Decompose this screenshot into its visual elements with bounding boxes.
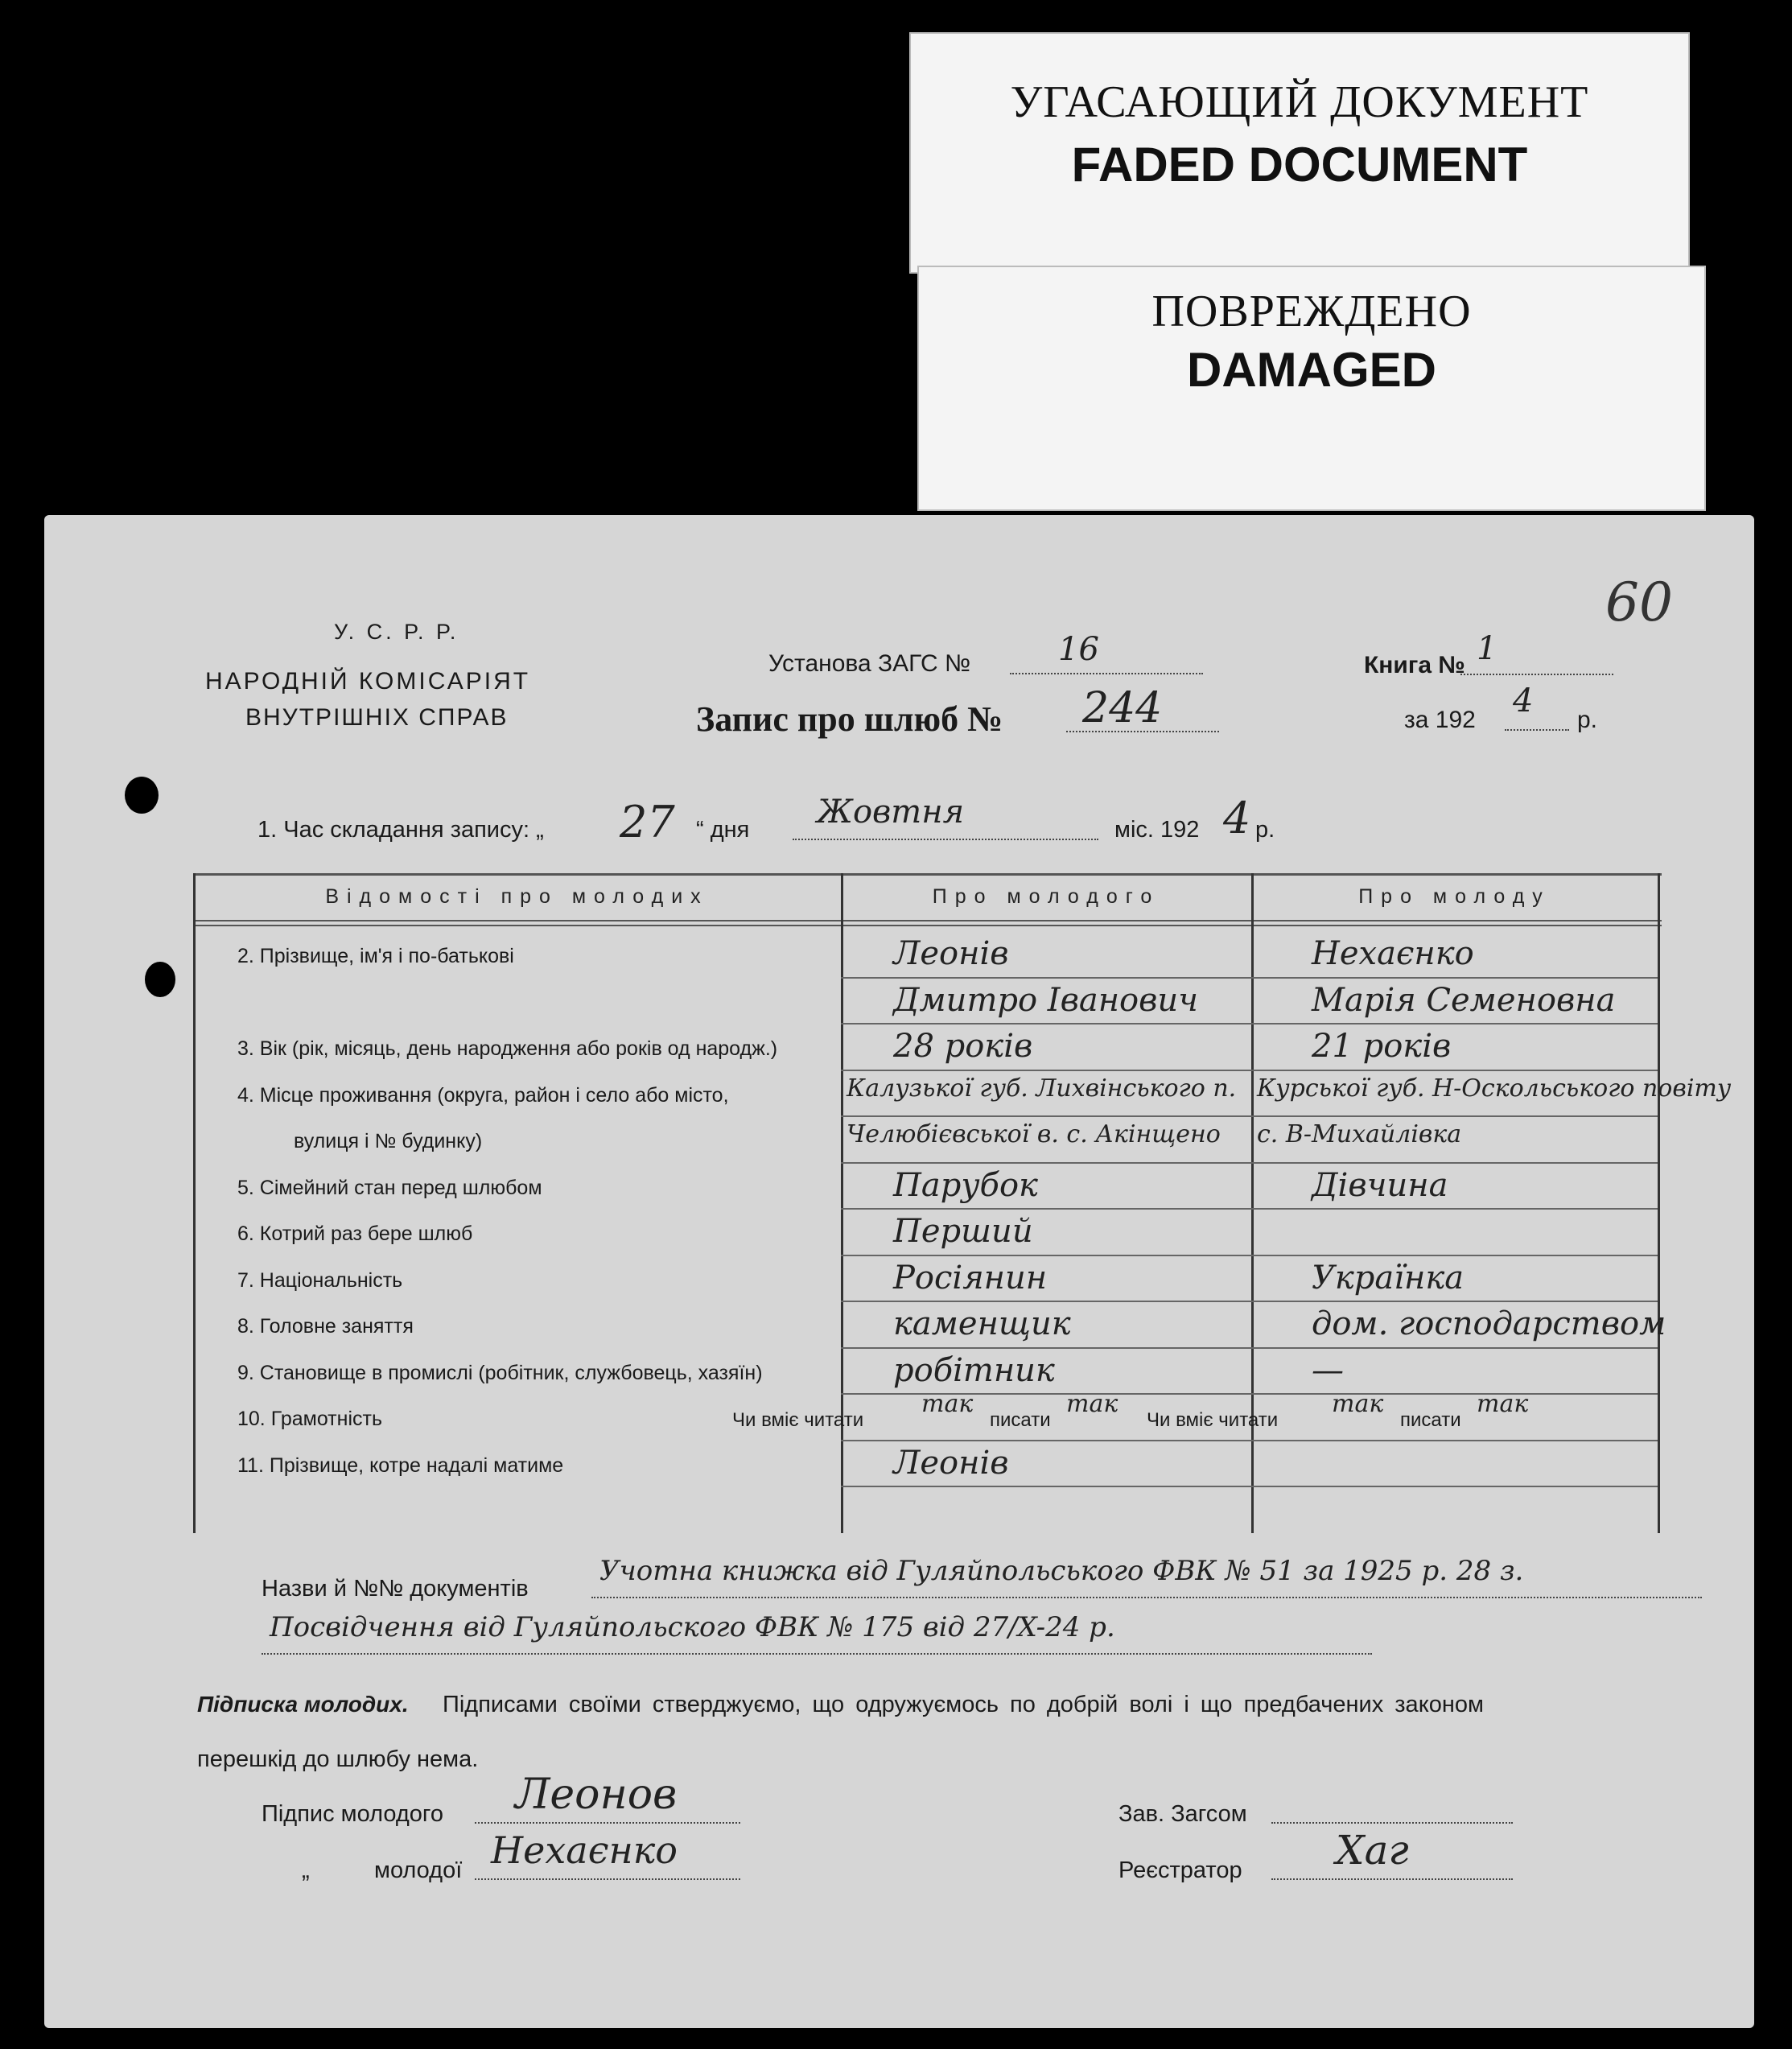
registrar-signature: Хаг bbox=[1336, 1827, 1409, 1874]
groom-signature: Леонов bbox=[515, 1771, 678, 1819]
bride-value: — bbox=[1312, 1351, 1344, 1389]
record-month-field bbox=[793, 794, 1098, 840]
groom-write-label: писати bbox=[990, 1409, 1051, 1431]
binder-hole bbox=[125, 777, 159, 814]
row-label: 9. Становище в промислі (робітник, службовець, хазяїн) bbox=[237, 1361, 763, 1384]
damaged-stamp-ru: ПОВРЕЖДЕНО bbox=[1151, 287, 1472, 336]
row-label: 4. Місце проживання (округа, район і село або місто, bbox=[237, 1083, 729, 1107]
groom-signature-label: Підпис молодого bbox=[262, 1801, 443, 1827]
bride-read-value: так bbox=[1332, 1390, 1384, 1418]
ussr-label: У. С. Р. Р. bbox=[334, 620, 459, 644]
groom-value: 28 років bbox=[893, 1028, 1033, 1065]
table-row-line bbox=[841, 1162, 1658, 1164]
zags-number: 16 bbox=[1058, 631, 1099, 668]
bride-value: Українка bbox=[1312, 1259, 1464, 1297]
year-field bbox=[1505, 682, 1569, 731]
bride-signature-prefix: „ bbox=[302, 1857, 310, 1883]
record-month-label: міс. 192 bbox=[1114, 817, 1200, 843]
bride-value: с. В-Михайлівка bbox=[1257, 1120, 1462, 1148]
year-value: 4 bbox=[1513, 682, 1534, 719]
faded-document-stamp bbox=[909, 32, 1690, 274]
statement-text-1: Підписами своїми стверджуємо, що одружуємось по добрій волі і що предбачених законом bbox=[443, 1692, 1484, 1717]
groom-value: робітник bbox=[893, 1351, 1055, 1389]
groom-value: Дмитро Іванович bbox=[893, 981, 1199, 1019]
details-table bbox=[193, 873, 1732, 1533]
record-number: 244 bbox=[1082, 684, 1163, 732]
faded-stamp-ru: УГАСАЮЩИЙ ДОКУМЕНТ bbox=[1010, 77, 1589, 127]
year-suffix: р. bbox=[1577, 707, 1598, 733]
groom-value: Калузької губ. Лихвінського п. bbox=[847, 1074, 1237, 1103]
groom-value: Челюбієвської в. с. Акінщено bbox=[847, 1120, 1221, 1148]
table-row-line bbox=[841, 1255, 1658, 1256]
row-label: 3. Вік (рік, місяць, день народження або років од народж.) bbox=[237, 1037, 778, 1060]
commissariat-subtitle: ВНУТРІШНІХ СПРАВ bbox=[245, 704, 509, 731]
documents-line-2 bbox=[262, 1611, 1372, 1655]
groom-value: Леонів bbox=[893, 935, 1009, 972]
bride-read-label: Чи вміє читати bbox=[1147, 1409, 1279, 1431]
bride-value: 21 років bbox=[1312, 1028, 1452, 1065]
documents-label: Назви й №№ документів bbox=[262, 1576, 529, 1602]
registrar-field bbox=[1271, 1827, 1513, 1880]
table-row-line bbox=[841, 1440, 1658, 1441]
book-label: Книга № bbox=[1364, 652, 1465, 678]
groom-value: Леонів bbox=[893, 1444, 1009, 1482]
table-row-line bbox=[841, 1023, 1658, 1024]
bride-value: дом. господарством bbox=[1312, 1305, 1666, 1342]
bride-signature: Нехаєнко bbox=[491, 1828, 678, 1872]
documents-value-2: Посвідчення від Гуляйпольского ФВК № 175 від 27/X-24 р. bbox=[270, 1611, 1115, 1643]
table-row-line bbox=[841, 1070, 1658, 1071]
table-header-info: Відомості про молодих bbox=[325, 885, 709, 908]
damaged-stamp bbox=[917, 266, 1706, 511]
table-row-line bbox=[841, 1301, 1658, 1302]
record-time-label: 1. Час складання запису: „ bbox=[257, 817, 544, 843]
record-year-suffix: р. bbox=[1255, 817, 1275, 843]
bride-write-label: писати bbox=[1400, 1409, 1461, 1431]
table-row-line bbox=[841, 1208, 1658, 1210]
statement-title: Підписка молодих. bbox=[197, 1692, 409, 1717]
row-label: 2. Прізвище, ім'я і по-батькові bbox=[237, 945, 514, 967]
table-header-bride: Про молоду bbox=[1358, 885, 1551, 908]
statement-text-2: перешкід до шлюбу нема. bbox=[197, 1746, 479, 1772]
page-number: 60 bbox=[1605, 571, 1673, 633]
zags-label: Установа ЗАГС № bbox=[768, 650, 971, 677]
bride-value: Курської губ. Н-Оскольського повіту bbox=[1257, 1074, 1732, 1103]
row-label: вулиця і № будинку) bbox=[294, 1130, 483, 1152]
groom-value: каменщик bbox=[893, 1305, 1071, 1342]
bride-value: Марія Семеновна bbox=[1312, 981, 1616, 1019]
marriage-record-sheet bbox=[44, 515, 1754, 2028]
row-label: 10. Грамотність bbox=[237, 1408, 382, 1430]
groom-signature-field bbox=[475, 1771, 740, 1824]
row-label: 8. Головне заняття bbox=[237, 1315, 414, 1338]
table-header-groom: Про молодого bbox=[932, 885, 1160, 908]
documents-value-1: Учотна книжка від Гуляйпольського ФВК № 51 за 1925 р. 28 з. bbox=[599, 1555, 1524, 1587]
groom-value: Перший bbox=[893, 1213, 1033, 1250]
year-label: за 192 bbox=[1404, 707, 1476, 733]
bride-signature-label: молодої bbox=[374, 1857, 463, 1883]
table-row-line bbox=[841, 1347, 1658, 1349]
record-day-label: “ дня bbox=[696, 817, 750, 843]
documents-line-1 bbox=[591, 1555, 1702, 1598]
row-label: 5. Сімейний стан перед шлюбом bbox=[237, 1176, 542, 1199]
groom-read-label: Чи вміє читати bbox=[732, 1409, 864, 1431]
record-title: Запис про шлюб № bbox=[696, 699, 1003, 739]
table-row-line bbox=[841, 1115, 1658, 1117]
row-label: 6. Котрий раз бере шлюб bbox=[237, 1222, 473, 1245]
bride-write-value: так bbox=[1477, 1390, 1529, 1418]
bride-signature-field bbox=[475, 1828, 740, 1880]
bride-value: Нехаєнко bbox=[1312, 935, 1474, 972]
groom-read-value: так bbox=[921, 1390, 974, 1418]
faded-stamp-en: FADED DOCUMENT bbox=[1071, 138, 1528, 192]
table-row-line bbox=[841, 1486, 1658, 1487]
damaged-stamp-en: DAMAGED bbox=[1187, 343, 1436, 397]
groom-value: Парубок bbox=[893, 1166, 1038, 1204]
book-number: 1 bbox=[1477, 630, 1497, 667]
head-zags-label: Зав. Загсом bbox=[1118, 1801, 1247, 1827]
zags-field bbox=[1010, 631, 1203, 674]
head-zags-field bbox=[1271, 1788, 1513, 1824]
commissariat-title: НАРОДНІЙ КОМІСАРІЯТ bbox=[205, 668, 531, 695]
bride-value: Дівчина bbox=[1312, 1166, 1448, 1204]
groom-write-value: так bbox=[1066, 1390, 1118, 1418]
registrar-label: Реєстратор bbox=[1118, 1857, 1242, 1883]
record-month: Жовтня bbox=[817, 794, 965, 831]
binder-hole bbox=[145, 962, 175, 997]
row-label: 7. Національність bbox=[237, 1268, 403, 1292]
book-field bbox=[1460, 630, 1613, 675]
record-number-field bbox=[1066, 684, 1219, 732]
record-year: 4 bbox=[1223, 793, 1251, 843]
record-day: 27 bbox=[620, 797, 675, 847]
groom-value: Росіянин bbox=[893, 1259, 1048, 1297]
table-row-line bbox=[841, 977, 1658, 979]
row-label: 11. Прізвище, котре надалі матиме bbox=[237, 1453, 564, 1477]
